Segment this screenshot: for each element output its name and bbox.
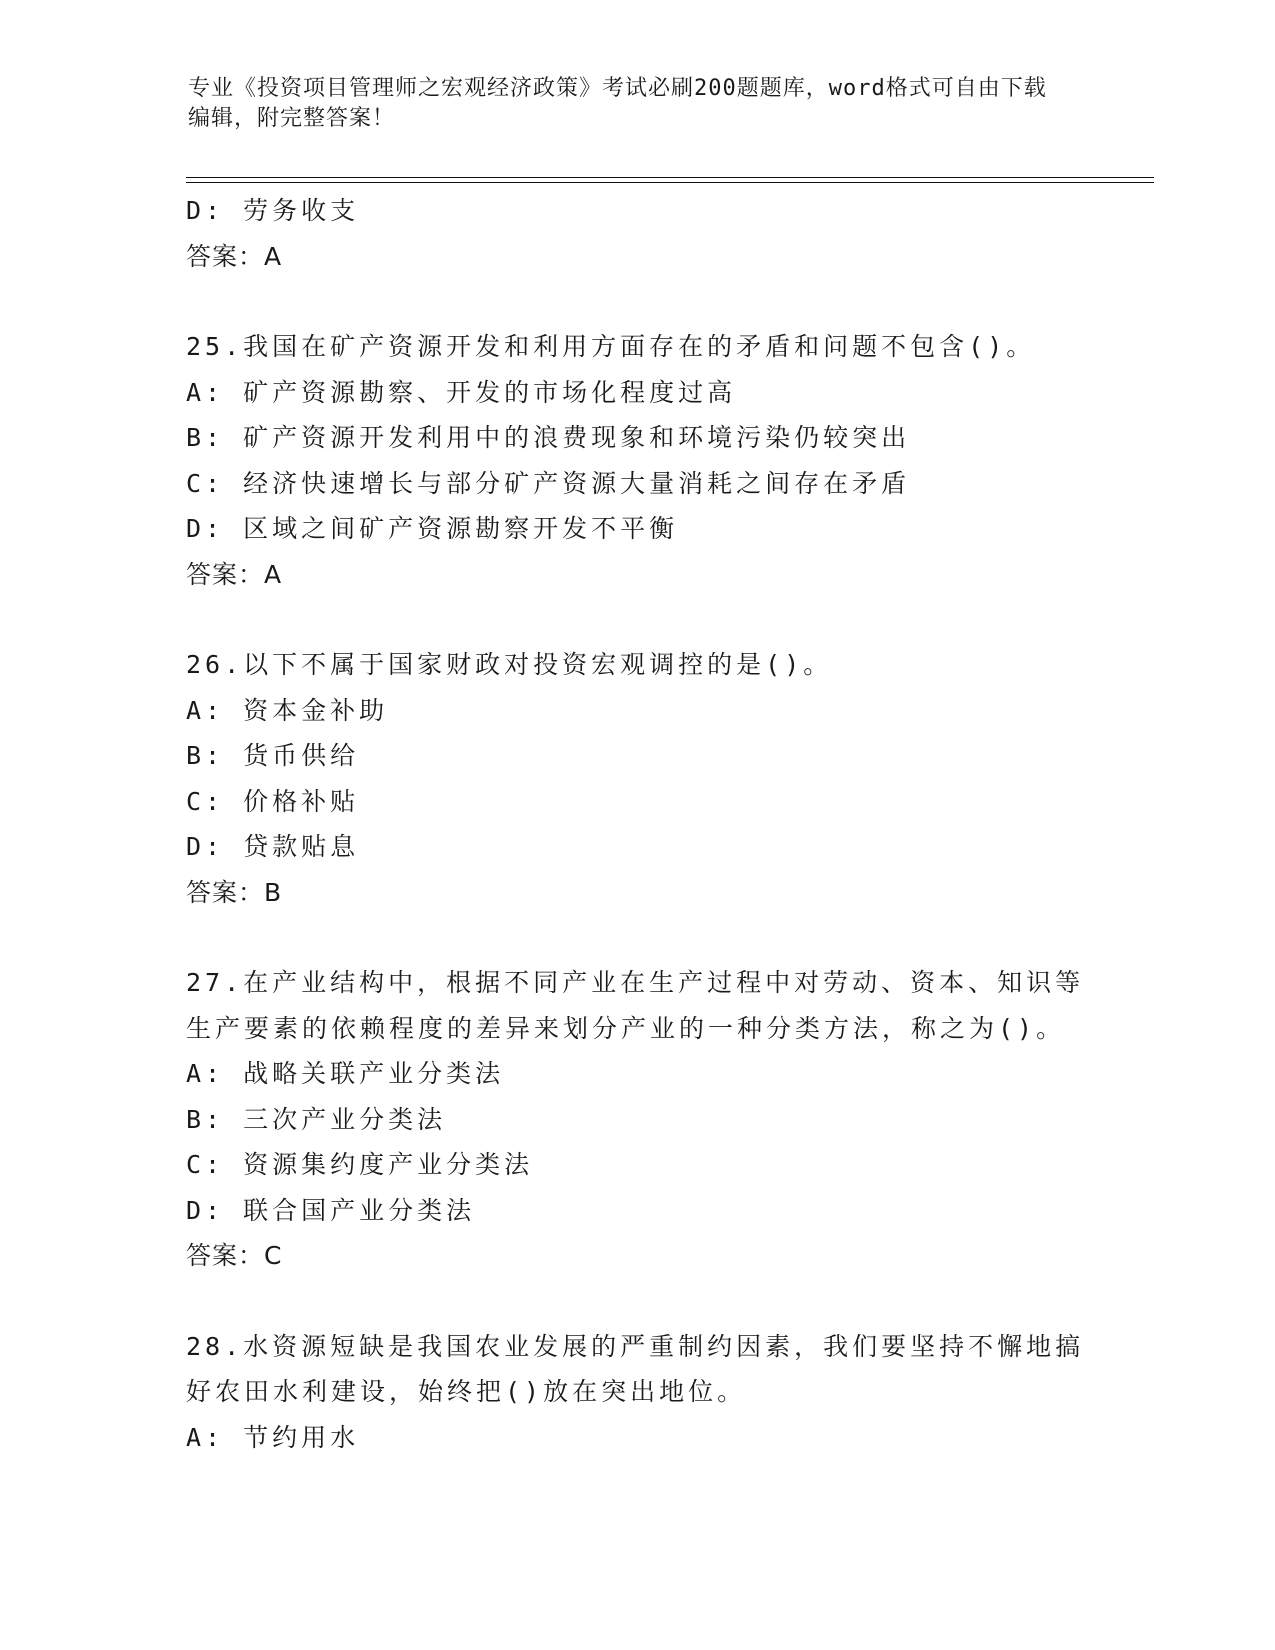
prev-answer: 答案：A xyxy=(186,241,283,271)
option-c: C: 资源集约度产业分类法 xyxy=(186,1150,534,1179)
option-a: A: 战略关联产业分类法 xyxy=(186,1059,505,1088)
option-a: A: 矿产资源勘察、开发的市场化程度过高 xyxy=(186,377,737,407)
question-text: 26.以下不属于国家财政对投资宏观调控的是()。 xyxy=(186,650,833,679)
question-25 xyxy=(186,324,1086,597)
option-c: C: 经济快速增长与部分矿产资源大量消耗之间存在矛盾 xyxy=(186,468,911,498)
option-b: B: 矿产资源开发利用中的浪费现象和环境污染仍较突出 xyxy=(186,423,911,452)
document-header: 专业《投资项目管理师之宏观经济政策》考试必刷200题题库，word格式可自由下载编辑，附完整答案！ xyxy=(188,76,1047,131)
option-a: A: 节约用水 xyxy=(186,1422,360,1452)
option-d: D: 联合国产业分类法 xyxy=(186,1195,476,1225)
option-d: D: 贷款贴息 xyxy=(186,832,360,861)
document-body xyxy=(186,188,1086,1460)
option-c: C: 价格补贴 xyxy=(186,786,360,816)
header-divider-bottom xyxy=(186,182,1154,183)
option-b: B: 三次产业分类法 xyxy=(186,1104,447,1134)
question-text: 27.在产业结构中，根据不同产业在生产过程中对劳动、资本、知识等生产要素的依赖程度的差异来划分产业的一种分类方法，称之为()。 xyxy=(186,968,1085,1043)
answer: 答案：B xyxy=(186,877,283,907)
question-26 xyxy=(186,642,1086,915)
header-divider-top xyxy=(186,177,1154,178)
question-text: 25.我国在矿产资源开发和利用方面存在的矛盾和问题不包含()。 xyxy=(186,332,1036,361)
prev-option-d: D: 劳务收支 xyxy=(186,196,360,225)
question-27 xyxy=(186,960,1086,1279)
question-28 xyxy=(186,1324,1086,1461)
option-b: B: 货币供给 xyxy=(186,741,360,770)
answer: 答案：A xyxy=(186,559,283,589)
answer: 答案：C xyxy=(186,1241,283,1270)
question-text: 28.水资源短缺是我国农业发展的严重制约因素，我们要坚持不懈地搞好农田水利建设，始终把()放在突出地位。 xyxy=(186,1331,1085,1406)
option-d: D: 区域之间矿产资源勘察开发不平衡 xyxy=(186,514,679,543)
option-a: A: 资本金补助 xyxy=(186,695,389,725)
